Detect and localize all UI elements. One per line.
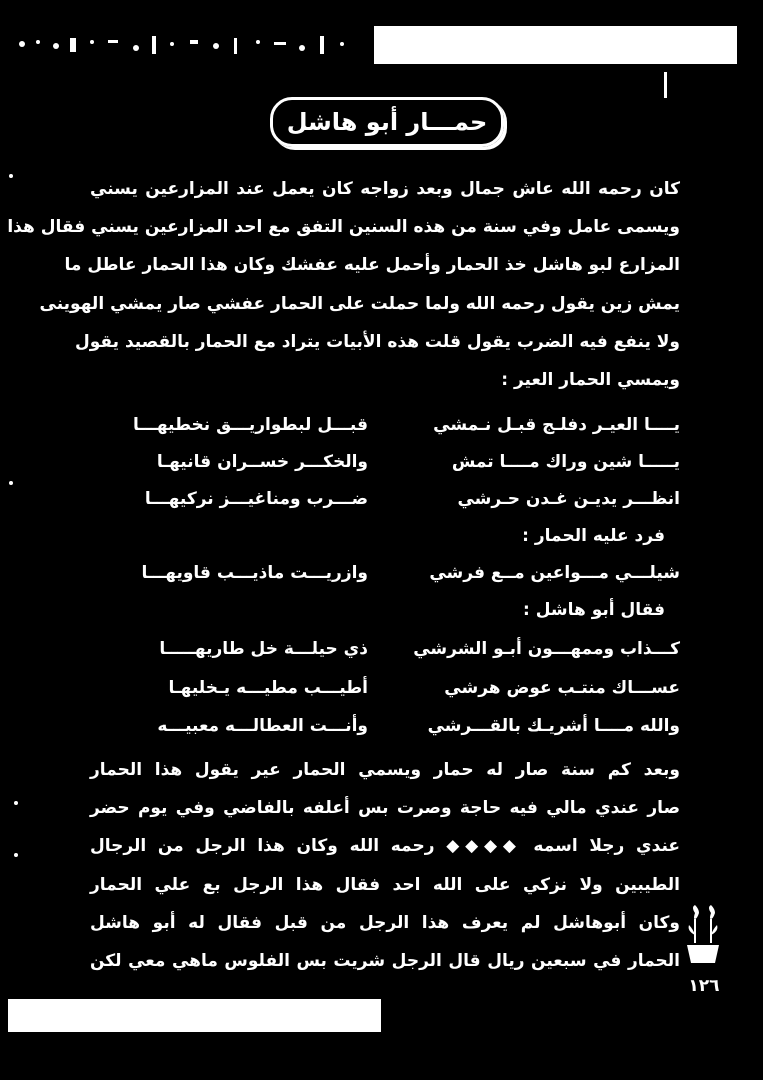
text-line: ويسمى عامل وفي سنة من هذه السنين التفق مع احد المزارعين يسني فقال هذا	[7, 217, 680, 238]
chapter-title: حمـــار أبو هاشل	[286, 108, 488, 136]
scan-speck	[9, 174, 13, 178]
verse-second-half: وأنـــت العطالـــه معبيـــه	[157, 716, 368, 736]
text-line: وكان أبوهاشل لم يعرف هذا الرجل من قبل فقال له أبو هاشل	[90, 912, 680, 933]
verse-first-half: عســـاك منتـب عوض هرشي	[444, 678, 680, 698]
header-ornament	[12, 30, 364, 64]
paragraph-story	[90, 751, 680, 980]
verse-second-half: أطيـــب مطيـــه يـخليهـا	[168, 678, 368, 698]
chapter-title-box	[270, 97, 504, 147]
scan-speck	[14, 853, 18, 857]
text-line: ويمسي الحمار العير :	[501, 369, 680, 390]
poem-verse	[90, 554, 680, 592]
scan-speck	[9, 481, 13, 485]
text-line: الطيبين ولا نزكي على الله احد فقال هذا الرجل بع علي الحمار	[90, 874, 680, 895]
edge-mark	[664, 72, 667, 98]
text-line: كان رحمه الله عاش جمال وبعد زواجه كان يعمل عند المزارعين يسني	[90, 179, 680, 199]
scan-speck	[14, 801, 18, 805]
poem-verse	[90, 406, 680, 444]
verse-second-half: قبـــل لبطواريـــق نخطيهـــا	[133, 415, 368, 435]
speaker-line: فرد عليه الحمار :	[522, 526, 665, 546]
verse-first-half: يــــا العيـر دفلـج قبـل نـمشي	[433, 415, 680, 435]
poem-verse	[90, 480, 680, 518]
poem-verse	[90, 630, 680, 668]
text-line: وبعد كم سنة صار له حمار ويسمي الحمار عير يقول هذا الحمار	[90, 760, 680, 780]
verse-second-half: ذي حيلـــة خل طاريهـــــا	[159, 639, 368, 659]
text-line: المزارع لبو هاشل خذ الحمار وأحمل عليه عفشك وكان هذا الحمار عاطل ما	[64, 255, 680, 276]
text-line: الحمار في سبعين ريال قال الرجل شريت بس الفلوس ماهي معي لكن	[90, 950, 680, 971]
top-redaction-band	[374, 26, 737, 64]
poem-verse	[90, 669, 680, 707]
text-line: عندي رجلا اسمه ◆◆◆◆ رحمه الله وكان هذا الرجل من الرجال	[90, 836, 680, 857]
verse-first-half: كـــذاب وممهـــون أبـو الشرشي	[413, 639, 680, 659]
verse-second-half: ضـــرب ومناغيـــز نركيهـــا	[144, 489, 368, 509]
verse-first-half: يـــــا شين وراك مــــا تمش	[451, 452, 680, 472]
tulip-icon	[683, 905, 723, 971]
verse-first-half: شيلـــي مـــواعين مــع فرشي	[429, 563, 680, 583]
text-line: يمش زين يقول رحمه الله ولما حملت على الحمار عفشي صار يمشي الهوينى	[39, 293, 680, 314]
poem-verse	[90, 707, 680, 745]
verse-second-half: وازريـــت ماذيـــب قاويهـــا	[141, 563, 368, 583]
bottom-redaction-band	[8, 999, 381, 1032]
verse-first-half: والله مــــا أشريـك بالقـــرشي	[427, 716, 680, 736]
verse-second-half: والخكـــر خســران قانيهـا	[156, 452, 368, 472]
poem-verse	[90, 443, 680, 481]
speaker-line: فقال أبو هاشل :	[523, 600, 665, 620]
verse-first-half: انظـــر يديـن غـدن حـرشي	[457, 489, 680, 509]
text-line: صار عندي مالي فيه حاجة وصرت بس أعلفه بالفاضي وفي يوم حضر	[90, 798, 680, 819]
paragraph-intro	[7, 170, 680, 399]
text-line: ولا ينفع فيه الضرب يقول قلت هذه الأبيات يتراد مع الحمار بالقصيد يقول	[75, 331, 680, 352]
page-number: ١٢٦	[688, 976, 720, 996]
